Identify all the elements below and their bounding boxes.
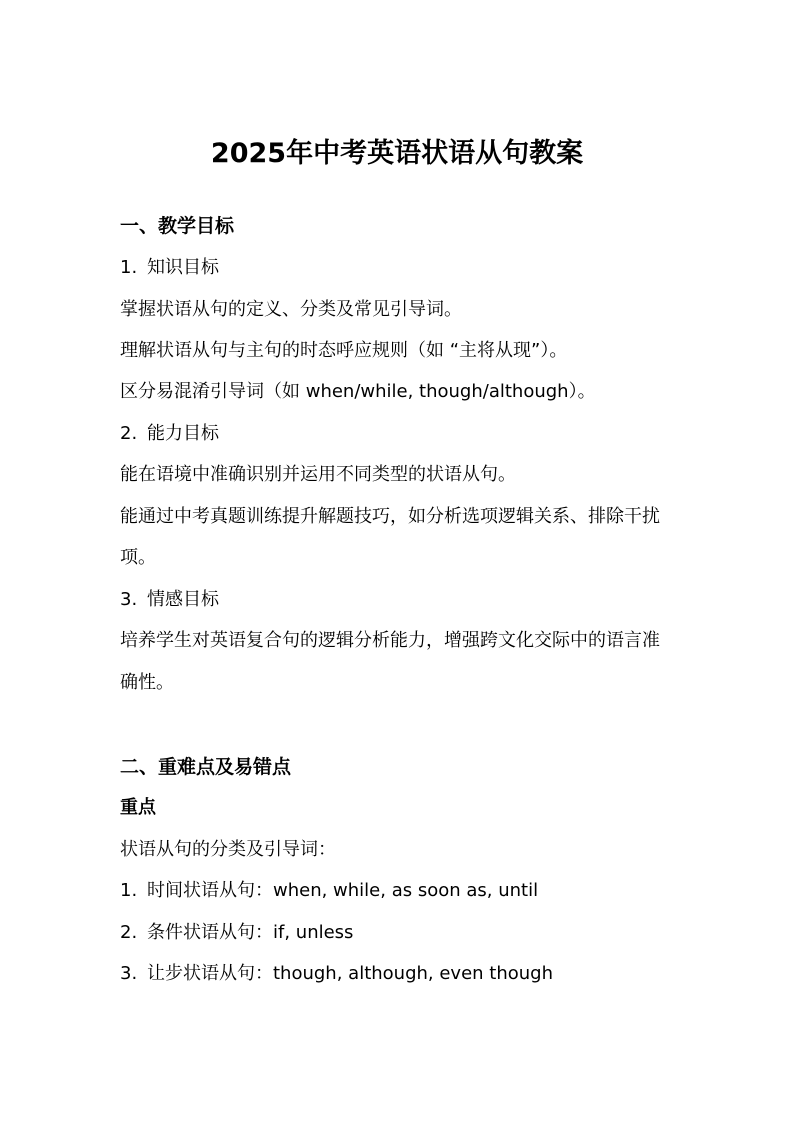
item-label: 能力目标 — [147, 423, 219, 444]
numbered-item-ability-goals — [120, 421, 219, 447]
item-number: 3. — [120, 963, 138, 984]
list-item-text: 时间状语从句：when, while, as soon as, until — [147, 880, 539, 901]
list-item — [120, 878, 538, 904]
item-number: 2. — [120, 423, 138, 444]
list-item-text: 让步状语从句：though, although, even though — [147, 963, 554, 984]
numbered-item-knowledge-goals — [120, 255, 219, 281]
item-label: 知识目标 — [147, 257, 219, 278]
paragraph-line: 确性。 — [120, 672, 174, 693]
item-number: 1. — [120, 257, 138, 278]
document-title: 2025年中考英语状语从句教案 — [210, 138, 584, 169]
item-number: 3. — [120, 589, 138, 610]
numbered-item-emotion-goals — [120, 587, 219, 613]
section-heading-teaching-goals: 一、教学目标 — [120, 215, 235, 237]
item-number: 1. — [120, 880, 138, 901]
item-label: 情感目标 — [147, 589, 219, 610]
paragraph-line: 掌握状语从句的定义、分类及常见引导词。 — [120, 299, 462, 320]
paragraph-line: 能通过中考真题训练提升解题技巧，如分析选项逻辑关系、排除干扰 — [120, 506, 660, 527]
paragraph-line: 区分易混淆引导词（如 when/while, though/although）。 — [120, 381, 596, 402]
section-heading-key-points: 二、重难点及易错点 — [120, 756, 292, 778]
item-number: 2. — [120, 922, 138, 943]
paragraph-line: 理解状语从句与主句的时态呼应规则（如 “主将从现”）。 — [120, 340, 568, 361]
paragraph-line: 能在语境中准确识别并运用不同类型的状语从句。 — [120, 464, 516, 485]
list-item-text: 条件状语从句：if, unless — [147, 922, 354, 943]
paragraph-line: 状语从句的分类及引导词： — [120, 839, 336, 860]
list-item — [120, 920, 353, 946]
subheading-key: 重点 — [120, 797, 156, 818]
list-item — [120, 961, 553, 987]
paragraph-line: 培养学生对英语复合句的逻辑分析能力，增强跨文化交际中的语言准 — [120, 630, 660, 651]
paragraph-line: 项。 — [120, 547, 156, 568]
